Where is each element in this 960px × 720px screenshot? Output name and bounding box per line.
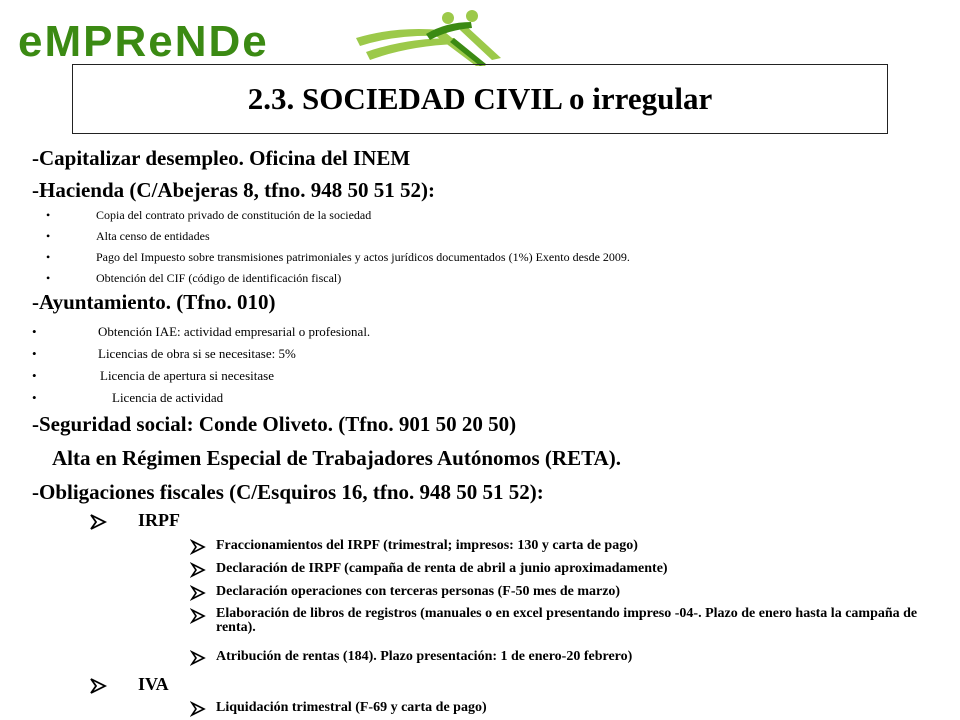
list-item-text: Copia del contrato privado de constitución de la sociedad: [96, 208, 372, 222]
heading-obligaciones-fiscales: -Obligaciones fiscales (C/Esquiros 16, tfno. 948 50 51 52):: [32, 480, 544, 504]
arrow-bullet-icon: [190, 649, 208, 667]
list-item-iva: [0, 674, 960, 698]
arrow-bullet-icon: [190, 700, 208, 718]
list-item-text: IVA: [138, 674, 169, 694]
list-item-text: Obtención del CIF (código de identificación fiscal): [96, 271, 342, 285]
heading-hacienda: -Hacienda (C/Abejeras 8, tfno. 948 50 51 52):: [32, 178, 436, 202]
list-item-text: Fraccionamientos del IRPF (trimestral; impresos: 130 y carta de pago): [216, 538, 638, 553]
heading-seguridad-social: -Seguridad social: Conde Oliveto. (Tfno. 901 50 20 50): [32, 412, 517, 436]
emprende-logo: [14, 8, 504, 68]
arrow-bullet-icon: [190, 538, 208, 556]
reta-line: Alta en Régimen Especial de Trabajadores Autónomos (RETA).: [52, 446, 621, 470]
title-box: [72, 64, 888, 134]
slide-title: 2.3. SOCIEDAD CIVIL o irregular: [247, 81, 713, 116]
arrow-bullet-icon: [190, 607, 208, 625]
list-item-text: Licencia de actividad: [112, 390, 224, 405]
arrow-bullet-icon: [190, 561, 208, 579]
heading-capitalizar: -Capitalizar desempleo. Oficina del INEM: [32, 146, 411, 170]
list-item-text: Declaración operaciones con terceras personas (F-50 mes de marzo): [216, 584, 621, 599]
list-item-text: Licencias de obra si se necesitase: 5%: [98, 346, 296, 361]
list-item-text: Alta censo de entidades: [96, 229, 210, 243]
list-item-text: Obtención IAE: actividad empresarial o profesional.: [98, 324, 371, 339]
list-item-text: Atribución de rentas (184). Plazo presentación: 1 de enero-20 febrero): [216, 649, 633, 664]
bullet-icon: •: [32, 368, 37, 383]
heading-ayuntamiento: -Ayuntamiento. (Tfno. 010): [32, 290, 276, 314]
bullet-icon: •: [32, 324, 37, 339]
list-item-text: Pago del Impuesto sobre transmisiones patrimoniales y actos jurídicos documentados (1%) Exento desde 2009.: [96, 250, 630, 264]
list-item: [0, 607, 960, 641]
arrow-bullet-icon: [190, 584, 208, 602]
list-item: [0, 561, 960, 581]
list-item: [0, 700, 960, 720]
bullet-icon: •: [46, 229, 51, 243]
list-item-text: IRPF: [138, 510, 180, 530]
running-figures-logo-icon: [336, 8, 506, 68]
list-item-text: Liquidación trimestral (F-69 y carta de pago): [216, 700, 487, 715]
arrow-bullet-icon: [88, 510, 110, 534]
bullet-icon: •: [46, 271, 51, 285]
list-item: [0, 584, 960, 604]
arrow-bullet-icon: [88, 674, 110, 698]
list-item-text: Licencia de apertura si necesitase: [100, 368, 274, 383]
logo-wordmark: eMPReNDe: [18, 17, 269, 66]
list-item: [0, 538, 960, 558]
list-item-text: Declaración de IRPF (campaña de renta de abril a junio aproximadamente): [216, 561, 668, 576]
bullet-icon: •: [46, 250, 51, 264]
bullet-icon: •: [32, 390, 37, 405]
bullet-icon: •: [46, 208, 51, 222]
list-item-text: Elaboración de libros de registros (manuales o en excel presentando impreso -04-. Plazo de enero hasta la campaña de renta).: [216, 606, 918, 635]
list-item: [0, 649, 960, 669]
bullet-icon: •: [32, 346, 37, 361]
list-item-irpf: [0, 510, 960, 534]
